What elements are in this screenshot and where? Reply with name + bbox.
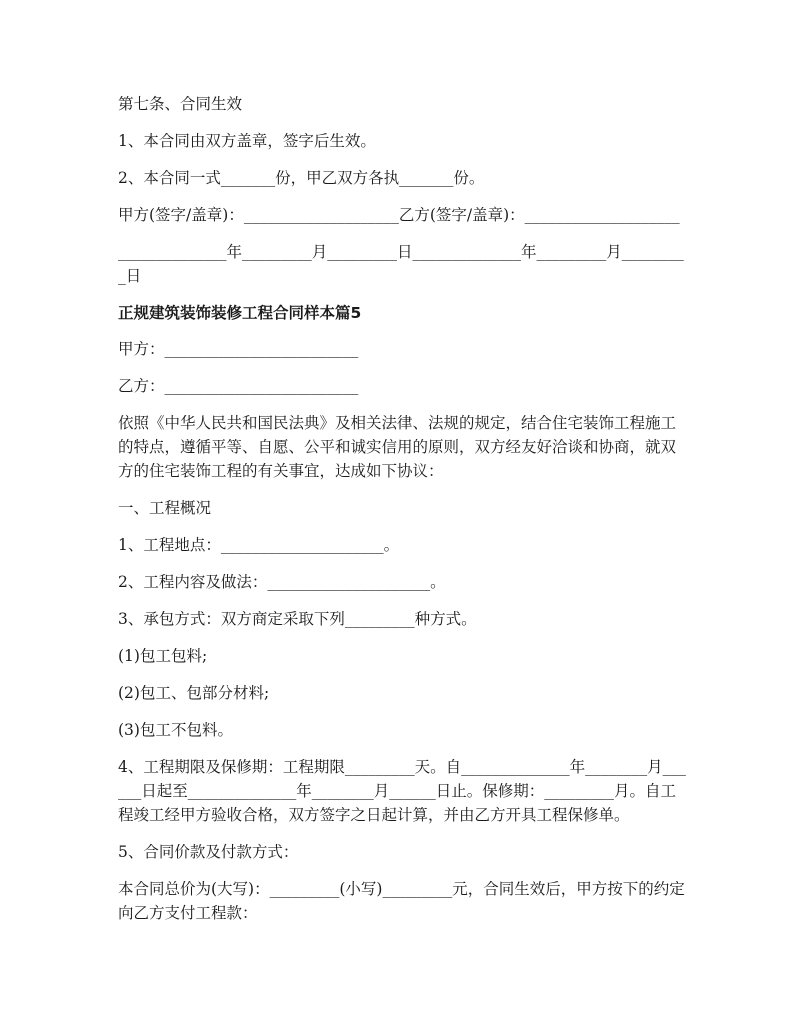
party-b-line: 乙方：_________________________: [118, 377, 359, 395]
section-heading: 正规建筑装饰装修工程合同样本篇5: [118, 304, 362, 322]
price-paragraph: 本合同总价为(大写)：_________(小写)_________元，合同生效后，甲方按下的约定向乙方支付工程款：: [118, 880, 685, 922]
option-2: (2)包工、包部分材料;: [118, 684, 270, 702]
article-7-title: 第七条、合同生效: [118, 95, 243, 113]
article-7-item-2: 2、本合同一式_______份，甲乙双方各执_______份。: [118, 169, 485, 187]
article-7-item-1: 1、本合同由双方盖章，签字后生效。: [118, 132, 376, 150]
document-page: [118, 92, 688, 938]
party-a-line: 甲方：_________________________: [118, 340, 359, 358]
project-location: 1、工程地点：_____________________。: [118, 536, 400, 554]
project-content: 2、工程内容及做法：_____________________。: [118, 573, 446, 591]
option-3: (3)包工不包料。: [118, 721, 233, 739]
duration-paragraph: 4、工程期限及保修期：工程期限_________天。自______________年________月______日起至______________年________月______日止。保修期：_________月。自工程竣工经甲方验收合格，双方签字之日起计算，并由乙方开具工程保修单。: [118, 758, 686, 824]
option-1: (1)包工包料;: [118, 647, 208, 665]
intro-paragraph: 依照《中华人民共和国民法典》及相关法律、法规的规定，结合住宅装饰工程施工的特点，遵循平等、自愿、公平和诚实信用的原则，双方经友好洽谈和协商，就双方的住宅装饰工程的有关事宜，达成如下协议：: [118, 414, 677, 480]
contract-mode: 3、承包方式：双方商定采取下列_________种方式。: [118, 610, 477, 628]
chapter-1-title: 一、工程概况: [118, 499, 212, 517]
date-line: ______________年_________月_________日______________年_________月_________日: [118, 243, 684, 285]
signature-line: 甲方(签字/盖章)：____________________乙方(签字/盖章)：____________________: [118, 206, 680, 224]
price-title: 5、合同价款及付款方式：: [118, 843, 299, 861]
